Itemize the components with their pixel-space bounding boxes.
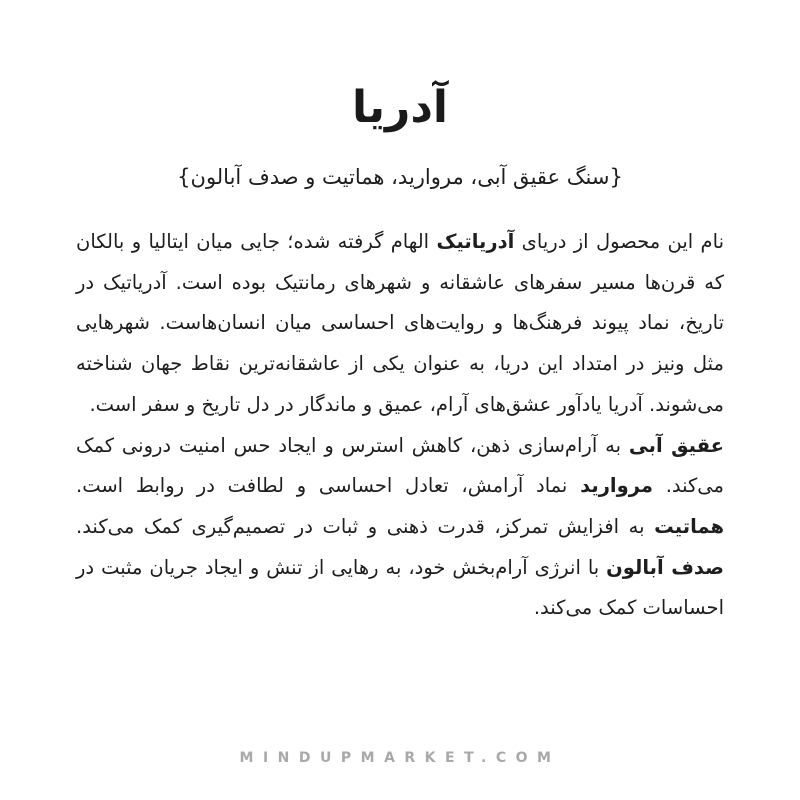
highlight-adriatic: آدریاتیک xyxy=(436,230,515,253)
stones-paragraph xyxy=(76,426,724,630)
highlight-blue-agate: عقیق آبی xyxy=(628,433,725,457)
footer-website: MINDUPMARKET.COM xyxy=(239,750,561,766)
highlight-abalone-shell: صدف آبالون xyxy=(606,555,724,579)
paragraph-text: الهام گرفته شده؛ جایی میان ایتالیا و بالکان که قرن‌ها مسیر سفرهای عاشقانه و شهرهای رمانتیک بوده است. آدریاتیک در تاریخ، نماد پیوند فرهنگ‌ها و روایت‌های احساسی میان انسان‌هاست. شهرهایی مثل ونیز در امتداد این دریا، به عنوان یکی از عاشقانه‌ترین نقاط جهان شناخته می‌شوند. آدریا یادآور عشق‌های آرام، عمیق و ماندگار در دل تاریخ و سفر است. xyxy=(76,230,724,416)
paragraph-text: نماد آرامش، تعادل احساسی و لطافت در روابط است. xyxy=(76,474,581,498)
paragraph-text: با انرژی آرام‌بخش خود، به رهایی از تنش و ایجاد جریان مثبت در احساسات کمک می‌کند. xyxy=(76,555,724,620)
highlight-pearl: مروارید xyxy=(580,474,653,498)
description-body xyxy=(76,222,724,629)
paragraph-text: نام این محصول از دریای xyxy=(514,230,725,253)
paragraph-text: به آرام‌سازی ذهن، کاهش استرس و ایجاد حس امنیت درونی کمک می‌کند. xyxy=(76,433,725,498)
page-title: آدریا xyxy=(351,82,449,133)
history-paragraph xyxy=(76,222,724,426)
stones-subtitle: {سنگ عقیق آبی، مروارید، هماتیت و صدف آبالون} xyxy=(177,165,623,189)
highlight-hematite: هماتیت xyxy=(654,514,724,538)
paragraph-text: به افزایش تمرکز، قدرت ذهنی و ثبات در تصمیم‌گیری کمک می‌کند. xyxy=(76,514,655,538)
